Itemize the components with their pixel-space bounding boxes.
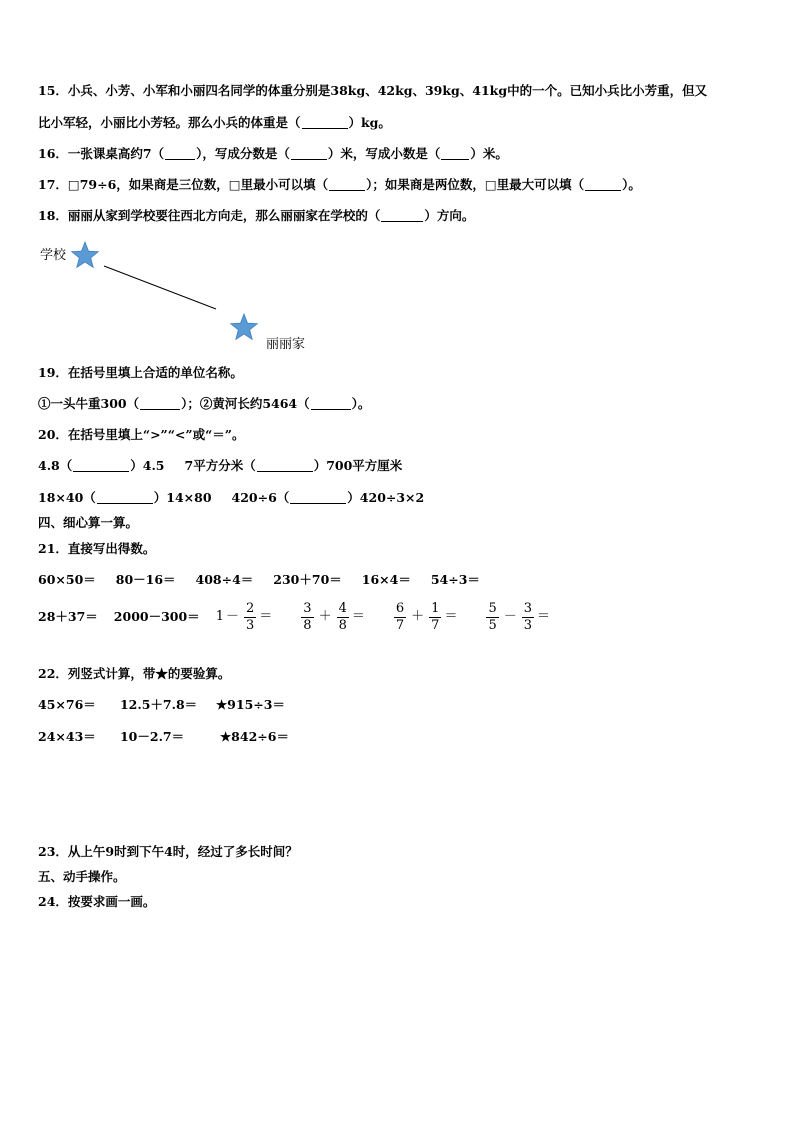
operator: － xyxy=(503,609,517,624)
q18-text-b: ）方向。 xyxy=(424,208,475,223)
q17-text-a: 17．□79÷6，如果商是三位数，□里最小可以填（ xyxy=(38,177,329,192)
equals: ＝ xyxy=(537,609,551,624)
section-4-heading: 四、细心算一算。 xyxy=(38,515,139,530)
q17-blank-max[interactable] xyxy=(585,178,621,191)
q20-r2-b: ）14×80 xyxy=(153,490,212,505)
fraction xyxy=(429,601,441,634)
fraction xyxy=(394,601,406,634)
calc-expression: 16×4＝ xyxy=(361,572,411,587)
q16-text-a: 16．一张课桌高约7（ xyxy=(38,146,165,161)
question-19-items xyxy=(38,395,370,413)
calc-expression: ★915÷3＝ xyxy=(215,697,285,712)
section-5-heading: 五、动手操作。 xyxy=(38,869,126,884)
q15-text-a: 比小军轻，小丽比小芳轻。那么小兵的体重是（ xyxy=(38,115,301,130)
numerator: 2 xyxy=(245,600,255,616)
q16-text-d: ）米。 xyxy=(470,146,508,161)
numerator: 1 xyxy=(431,600,440,616)
q20-r1-a: 4.8（ xyxy=(38,458,73,473)
q20-r1-b: ）4.5 xyxy=(130,458,165,473)
fraction xyxy=(522,601,534,634)
calc-expression: 24×43＝ xyxy=(38,729,96,744)
q20-r2-a: 18×40（ xyxy=(38,490,96,505)
fraction-expression-1 xyxy=(216,598,273,636)
q16-text-c: ）米，写成小数是（ xyxy=(327,146,441,161)
calc-expression: 12.5＋7.8＝ xyxy=(119,697,198,712)
q19-blank-1[interactable] xyxy=(140,397,180,410)
q16-blank-fraction[interactable] xyxy=(291,147,327,160)
question-19-title: 19．在括号里填上合适的单位名称。 xyxy=(38,365,243,380)
denominator: 8 xyxy=(338,617,347,633)
question-21-title: 21．直接写出得数。 xyxy=(38,541,156,556)
numerator: 4 xyxy=(338,600,347,616)
operator: ＋ xyxy=(411,609,425,624)
calc-expression: 408÷4＝ xyxy=(195,572,254,587)
question-17 xyxy=(38,176,641,194)
q19-text-b: ）；②黄河长约5464（ xyxy=(181,396,310,411)
calc-expression: 10－2.7＝ xyxy=(119,729,185,744)
calc-expression: 28＋37＝ xyxy=(38,609,98,624)
school-label: 学校 xyxy=(40,248,67,263)
question-21-row2 xyxy=(38,598,576,636)
equals: ＝ xyxy=(259,609,273,624)
question-16 xyxy=(38,145,508,163)
q16-blank-decimal[interactable] xyxy=(441,147,469,160)
fraction xyxy=(337,601,349,634)
denominator: 3 xyxy=(523,617,533,633)
question-24: 24．按要求画一画。 xyxy=(38,894,156,909)
operator: ＋ xyxy=(318,609,332,624)
q20-r1-blank2[interactable] xyxy=(257,459,313,472)
q20-r2-d: ）420÷3×2 xyxy=(347,490,425,505)
question-18 xyxy=(38,207,474,225)
question-22-row1 xyxy=(38,696,301,714)
fraction-expression-3 xyxy=(391,598,458,636)
q20-r1-c: 7平方分米（ xyxy=(184,458,256,473)
denominator: 7 xyxy=(431,617,440,633)
calc-expression: ★842÷6＝ xyxy=(219,729,289,744)
equals: ＝ xyxy=(444,609,458,624)
calc-expression: 60×50＝ xyxy=(38,572,96,587)
question-15-line1: 15．小兵、小芳、小军和小丽四名同学的体重分别是38kg、42kg、39kg、41kg中的一个。已知小兵比小芳重，但又 xyxy=(38,83,708,98)
q17-text-c: ）。 xyxy=(622,177,641,192)
question-23: 23．从上午9时到下午4时，经过了多长时间？ xyxy=(38,844,298,859)
whole-number: 1 xyxy=(215,609,224,624)
numerator: 6 xyxy=(395,600,405,616)
equals: ＝ xyxy=(351,609,365,624)
question-22-title: 22．列竖式计算，带★的要验算。 xyxy=(38,666,231,681)
question-20-row2 xyxy=(38,489,424,507)
home-label: 丽丽家 xyxy=(266,337,306,352)
fraction xyxy=(301,601,313,634)
denominator: 7 xyxy=(395,617,405,633)
fraction-expression-4 xyxy=(483,598,550,636)
home-star-icon xyxy=(231,314,258,339)
numerator: 3 xyxy=(303,600,312,616)
operator: － xyxy=(225,609,239,624)
numerator: 5 xyxy=(488,600,497,616)
calc-expression: 45×76＝ xyxy=(38,697,96,712)
q18-text-a: 18．丽丽从家到学校要往西北方向走，那么丽丽家在学校的（ xyxy=(38,208,381,223)
question-20-title: 20．在括号里填上“>”“<”或“＝”。 xyxy=(38,427,245,442)
question-22-row2 xyxy=(38,728,305,746)
calc-expression: 80－16＝ xyxy=(115,572,176,587)
school-star-icon xyxy=(72,242,99,267)
question-21-row1 xyxy=(38,571,496,589)
q19-text-a: ①一头牛重300（ xyxy=(38,396,140,411)
q19-blank-2[interactable] xyxy=(311,397,351,410)
q17-blank-min[interactable] xyxy=(329,178,365,191)
q15-text-b: ）kg。 xyxy=(348,115,391,130)
fraction-expression-2 xyxy=(298,598,365,636)
path-line xyxy=(104,266,216,309)
calc-expression: 230＋70＝ xyxy=(273,572,342,587)
q19-text-c: ）。 xyxy=(351,396,371,411)
q20-r1-d: ）700平方厘米 xyxy=(313,458,403,473)
q18-blank-direction[interactable] xyxy=(381,209,423,222)
q17-text-b: ）；如果商是两位数，□里最大可以填（ xyxy=(366,177,585,192)
numerator: 3 xyxy=(523,600,533,616)
calc-expression: 54÷3＝ xyxy=(430,572,480,587)
fraction xyxy=(244,601,256,634)
denominator: 3 xyxy=(245,617,255,633)
denominator: 8 xyxy=(303,617,312,633)
q16-text-b: ），写成分数是（ xyxy=(196,146,290,161)
q20-r2-c: 420÷6（ xyxy=(231,490,290,505)
fraction xyxy=(486,601,498,634)
question-20-row1 xyxy=(38,457,402,475)
q16-blank-unit[interactable] xyxy=(165,147,195,160)
calc-expression: 2000－300＝ xyxy=(113,609,200,624)
q15-answer-blank[interactable] xyxy=(302,116,348,129)
q20-r2-blank2[interactable] xyxy=(290,491,346,504)
denominator: 5 xyxy=(488,617,497,633)
q20-r2-blank1[interactable] xyxy=(97,491,153,504)
q20-r1-blank1[interactable] xyxy=(73,459,129,472)
question-15-line2 xyxy=(38,114,391,132)
